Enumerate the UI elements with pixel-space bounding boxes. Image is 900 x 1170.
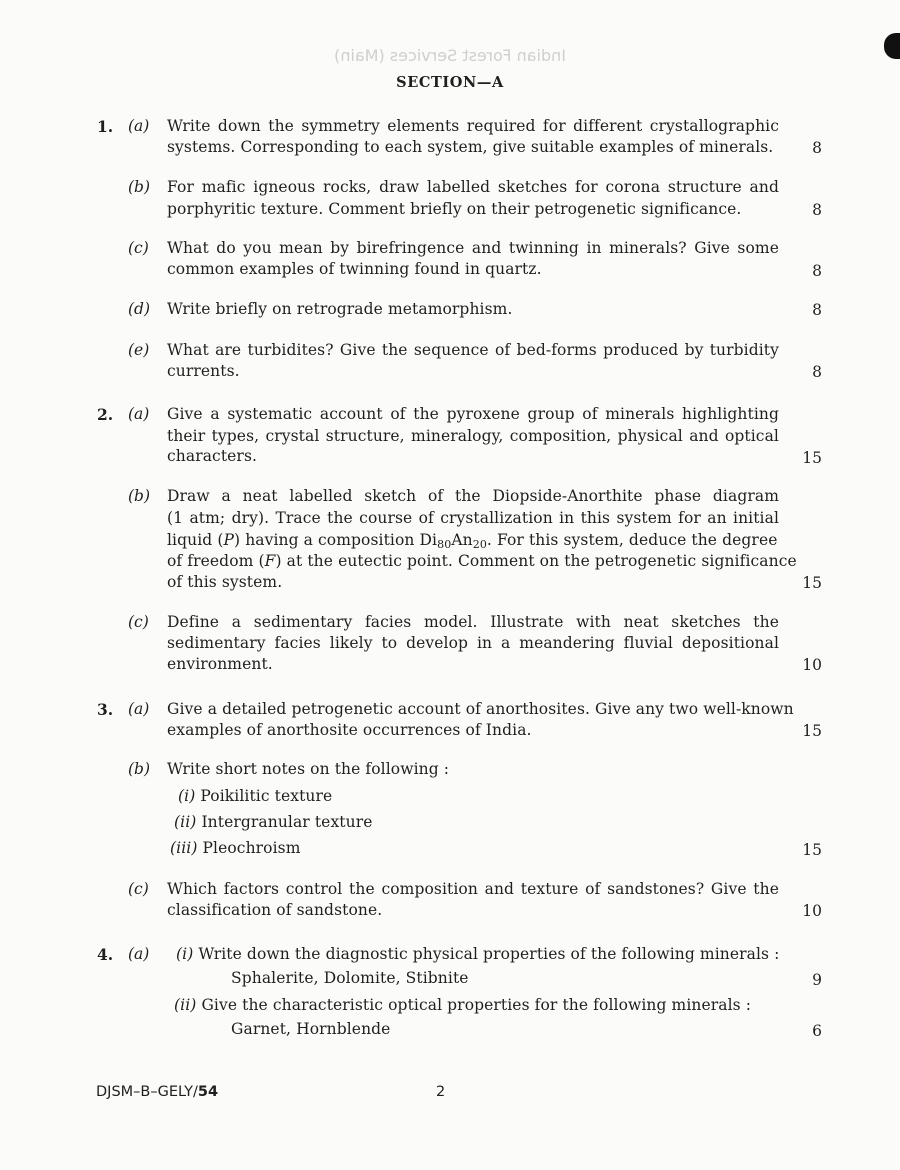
q4a-ii-line-1: [174, 995, 751, 1016]
q3c-marks: 10: [802, 902, 822, 920]
roman-iii: (iii): [170, 839, 198, 857]
q2b-line-3: [167, 530, 777, 551]
q1a-marks: 8: [812, 139, 822, 157]
paper-code-suffix: 54: [197, 1084, 219, 1100]
q2b-symbol-f: F: [264, 552, 276, 570]
roman-ii: (ii): [174, 813, 197, 831]
q2b-sub-80: 80: [437, 538, 452, 551]
q1b-marks: 8: [812, 201, 822, 219]
q1d-line-1: Write briefly on retrograde metamorphism.: [167, 300, 513, 318]
q3b-line-1: Write short notes on the following :: [167, 760, 450, 778]
q1b-line-2: porphyritic texture. Comment briefly on their petrogenetic significance.: [167, 200, 742, 218]
q2a-line-1: Give a systematic account of the pyroxene group of minerals highlighting: [167, 405, 779, 423]
q2a-line-3: characters.: [167, 447, 258, 465]
q3a-marks: 15: [802, 722, 822, 740]
q2b-symbol-p: P: [223, 531, 235, 549]
q2b-line-1: Draw a neat labelled sketch of the Diopside-Anorthite phase diagram: [167, 487, 779, 505]
page-number: 2: [436, 1084, 446, 1100]
q3-part-c-label: (c): [128, 880, 149, 898]
q3-part-b-label: (b): [128, 760, 151, 778]
q1-part-d-label: (d): [128, 300, 151, 318]
q2b-line-2: (1 atm; dry). Trace the course of crystallization in this system for an initial: [167, 509, 779, 527]
q1e-line-2: currents.: [167, 362, 240, 380]
q4-part-a-label: (a): [128, 945, 150, 963]
q2b-marks: 15: [802, 574, 822, 592]
q1b-line-1: For mafic igneous rocks, draw labelled sketches for corona structure and: [167, 178, 779, 196]
q4a-roman-i: (i): [176, 945, 194, 963]
q2c-line-3: environment.: [167, 655, 273, 673]
q4a-i-line-2: Sphalerite, Dolomite, Stibnite: [231, 969, 469, 987]
q1a-line-2: systems. Corresponding to each system, give suitable examples of minerals.: [167, 138, 774, 156]
q2b-l3-a: liquid (: [167, 531, 224, 549]
q3a-line-2: examples of anorthosite occurrences of India.: [167, 721, 532, 739]
q4a-roman-ii: (ii): [174, 996, 197, 1014]
q3c-line-1: Which factors control the composition and texture of sandstones? Give the: [167, 880, 779, 898]
q2a-line-2: their types, crystal structure, mineralogy, composition, physical and optical: [167, 427, 779, 445]
question-number-2: 2.: [97, 405, 114, 424]
q2b-l4-a: of freedom (: [167, 552, 265, 570]
q4a-i-line-1: [176, 944, 779, 965]
q1-part-c-label: (c): [128, 239, 149, 257]
question-number-4: 4.: [97, 945, 114, 964]
q1e-marks: 8: [812, 363, 822, 381]
q2b-sub-20: 20: [472, 538, 487, 551]
q3b-item-1: [178, 786, 332, 807]
q2b-l3-d: . For this system, deduce the degree: [486, 531, 778, 549]
q1-part-e-label: (e): [128, 341, 150, 359]
note-pleochroism: Pleochroism: [202, 839, 301, 857]
q3a-line-1: Give a detailed petrogenetic account of anorthosites. Give any two well-known: [167, 700, 794, 718]
q4a-ii-marks: 6: [812, 1022, 822, 1040]
q1-part-b-label: (b): [128, 178, 151, 196]
q4a-ii-text: Give the characteristic optical properties for the following minerals :: [201, 996, 752, 1014]
roman-i: (i): [178, 787, 196, 805]
question-number-3: 3.: [97, 700, 114, 719]
q3-part-a-label: (a): [128, 700, 150, 718]
paper-code-prefix: DJSM–B–GELY/: [96, 1084, 198, 1100]
q4a-i-marks: 9: [812, 971, 822, 989]
paper-code: [96, 1084, 218, 1100]
q2b-l3-b: ) having a composition Di: [234, 531, 438, 549]
q2b-l3-c: An: [451, 531, 473, 549]
q2c-line-1: Define a sedimentary facies model. Illustrate with neat sketches the: [167, 613, 779, 631]
q4a-ii-line-2: Garnet, Hornblende: [231, 1020, 391, 1038]
q2a-marks: 15: [802, 449, 822, 467]
q2c-marks: 10: [802, 656, 822, 674]
q1c-line-1: What do you mean by birefringence and twinning in minerals? Give some: [167, 239, 779, 257]
section-title: SECTION—A: [396, 74, 504, 91]
q1c-line-2: common examples of twinning found in quartz.: [167, 260, 542, 278]
question-number-1: 1.: [97, 117, 114, 136]
bleed-through-watermark: Indian Forest Services (Main): [334, 46, 566, 65]
note-intergranular: Intergranular texture: [201, 813, 373, 831]
q2b-line-5: of this system.: [167, 573, 283, 591]
q3b-item-2: [174, 812, 372, 833]
q3c-line-2: classification of sandstone.: [167, 901, 383, 919]
q1d-marks: 8: [812, 301, 822, 319]
q1c-marks: 8: [812, 262, 822, 280]
q2c-line-2: sedimentary facies likely to develop in a meandering fluvial depositional: [167, 634, 779, 652]
q1e-line-1: What are turbidites? Give the sequence of bed-forms produced by turbidity: [167, 341, 779, 359]
q1-part-a-label: (a): [128, 117, 150, 135]
q2b-l4-b: ) at the eutectic point. Comment on the petrogenetic significance: [275, 552, 797, 570]
q3b-item-3: [170, 838, 301, 859]
q2-part-c-label: (c): [128, 613, 149, 631]
q2b-line-4: [167, 551, 797, 572]
q4a-i-text: Write down the diagnostic physical properties of the following minerals :: [198, 945, 780, 963]
q2-part-b-label: (b): [128, 487, 151, 505]
q1a-line-1: Write down the symmetry elements required for different crystallographic: [167, 117, 779, 135]
note-poikilitic: Poikilitic texture: [200, 787, 333, 805]
q2-part-a-label: (a): [128, 405, 150, 423]
q3b-marks: 15: [802, 841, 822, 859]
